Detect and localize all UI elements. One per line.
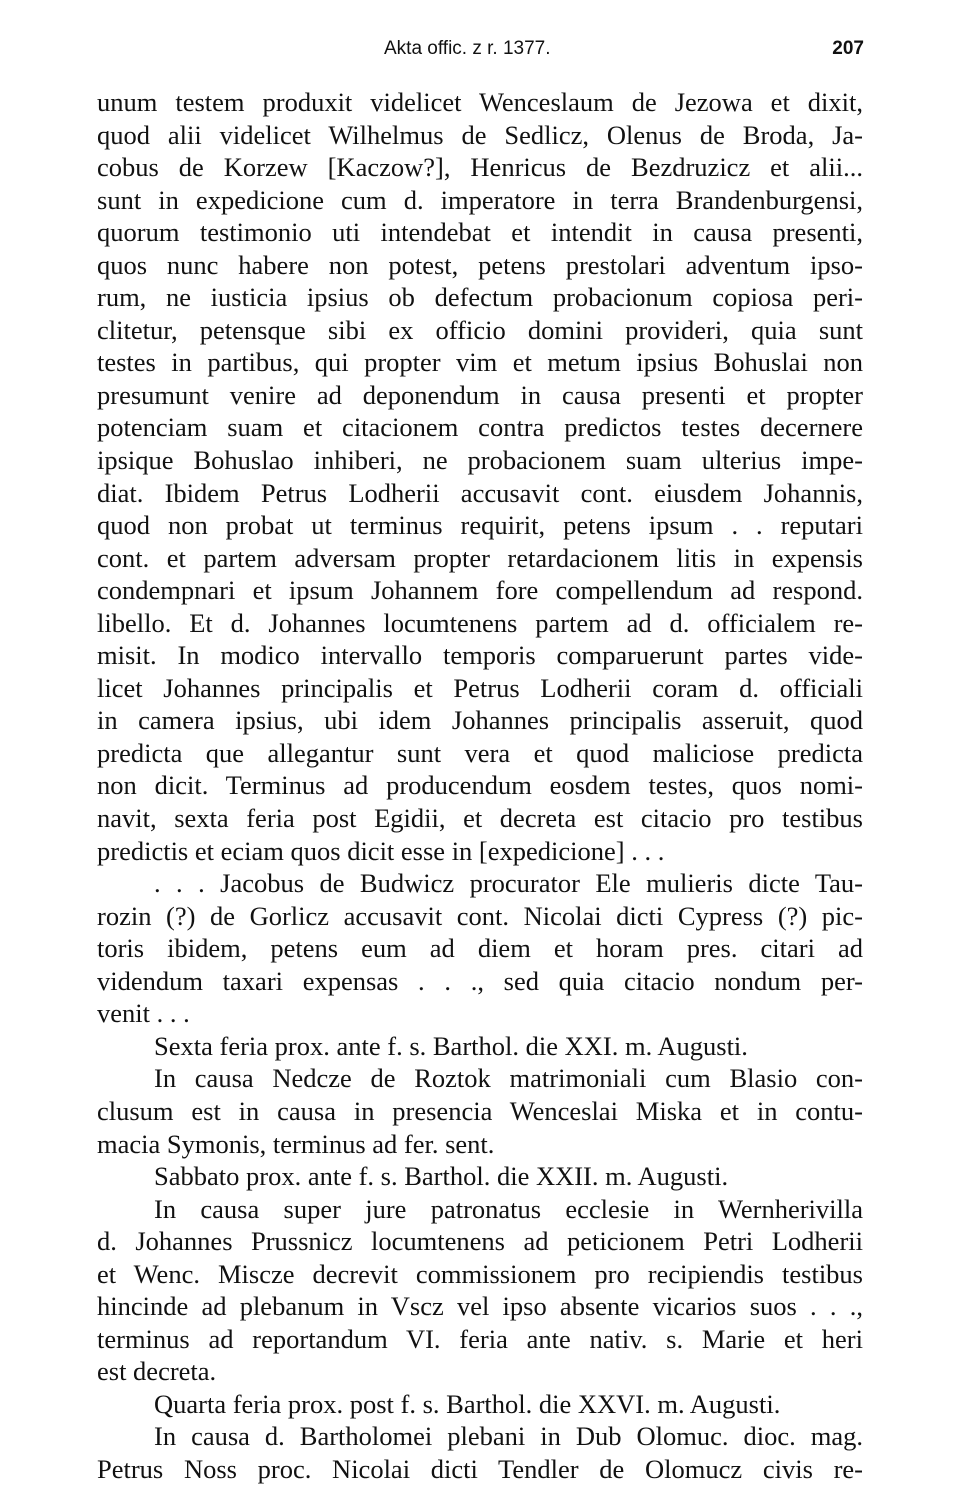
text-line: unum testem produxit videlicet Wenceslaum de Jezowa et dixit, [97, 87, 863, 117]
text-line: hincinde ad plebanum in Vscz vel ipso absente vicarios suos . . ., [97, 1291, 863, 1322]
body-text [97, 86, 863, 1486]
text-line: rum, ne iusticia ipsius ob defectum probacionum copiosa peri- [97, 282, 863, 313]
text-line: libello. Et d. Johannes locumtenens partem ad d. officialem re- [97, 607, 863, 638]
text-line: misit. In modico intervallo temporis comparuerunt partes vide- [97, 640, 863, 671]
text-line: presumunt venire ad deponendum in causa presenti et propter [97, 379, 863, 410]
text-line: et Wenc. Miscze decrevit commissionem pro recipiendis testibus [97, 1258, 863, 1289]
text-line: predicta que allegantur sunt vera et quod maliciose predicta [97, 737, 863, 768]
text-line: venit . . . [97, 998, 190, 1029]
running-title: Akta offic. z r. 1377. [384, 38, 551, 59]
text-line: Petrus Noss proc. Nicolai dicti Tendler de Olomucz civis re- [97, 1453, 863, 1484]
text-line: clusum est in causa in presencia Wenceslai Miska et in contu- [97, 1095, 863, 1126]
text-line: toris ibidem, petens eum ad diem et horam pres. citari ad [97, 933, 863, 964]
text-line: cont. et partem adversam propter retardacionem litis in expensis [97, 542, 863, 573]
text-line: In causa Nedcze de Roztok matrimoniali cum Blasio con- [154, 1063, 863, 1094]
text-line: licet Johannes principalis et Petrus Lodherii coram d. officiali [97, 672, 863, 703]
text-line: In causa super jure patronatus ecclesie in Wernherivilla [154, 1193, 863, 1224]
running-head [0, 38, 960, 62]
text-line: in camera ipsius, ubi idem Johannes principalis asseruit, quod [97, 705, 863, 736]
text-line: quod non probat ut terminus requirit, petens ipsum . . reputari [97, 510, 863, 541]
text-line: quod alii videlicet Wilhelmus de Sedlicz, Olenus de Broda, Ja- [97, 119, 863, 150]
text-line: quos nunc habere non potest, petens prestolari adventum ipso- [97, 249, 863, 280]
text-line: clitetur, petensque sibi ex officio domini provideri, quia sunt [97, 314, 863, 345]
date-heading: Quarta feria prox. post f. s. Barthol. die XXVI. m. Augusti. [154, 1388, 781, 1419]
text-line: d. Johannes Prussnicz locumtenens ad peticionem Petri Lodherii [97, 1226, 863, 1257]
text-line: cobus de Korzew [Kaczow?], Henricus de Bezdruzicz et alii... [97, 152, 863, 183]
text-line: navit, sexta feria post Egidii, et decreta est citacio pro testibus [97, 803, 863, 834]
text-line: non dicit. Terminus ad producendum eosdem testes, quos nomi- [97, 770, 863, 801]
text-line: sunt in expedicione cum d. imperatore in terra Brandenburgensi, [97, 184, 863, 215]
date-heading: Sexta feria prox. ante f. s. Barthol. die XXI. m. Augusti. [154, 1030, 748, 1061]
text-line: rozin (?) de Gorlicz accusavit cont. Nicolai dicti Cypress (?) pic- [97, 900, 863, 931]
text-line: terminus ad reportandum VI. feria ante nativ. s. Marie et heri [97, 1323, 863, 1354]
text-line: diat. Ibidem Petrus Lodherii accusavit cont. eiusdem Johannis, [97, 477, 863, 508]
date-heading: Sabbato prox. ante f. s. Barthol. die XXII. m. Augusti. [154, 1161, 729, 1192]
text-line: est decreta. [97, 1356, 217, 1387]
text-line: videndum taxari expensas . . ., sed quia citacio nondum per- [97, 965, 863, 996]
page-number: 207 [832, 38, 864, 59]
text-line: ipsique Bohuslao inhiberi, ne probacionem suam ulterius impe- [97, 445, 863, 476]
text-line: quorum testimonio uti intendebat et intendit in causa presenti, [97, 217, 863, 248]
text-line: In causa d. Bartholomei plebani in Dub Olomuc. dioc. mag. [154, 1421, 863, 1452]
text-line: predictis et eciam quos dicit esse in [expedicione] . . . [97, 835, 665, 866]
text-line: macia Symonis, terminus ad fer. sent. [97, 1128, 495, 1159]
text-line: . . . Jacobus de Budwicz procurator Ele mulieris dicte Tau- [154, 868, 863, 899]
text-line: testes in partibus, qui propter vim et metum ipsius Bohuslai non [97, 347, 863, 378]
text-line: condempnari et ipsum Johannem fore compellendum ad respond. [97, 575, 863, 606]
text-line: potenciam suam et citacionem contra predictos testes decernere [97, 412, 863, 443]
